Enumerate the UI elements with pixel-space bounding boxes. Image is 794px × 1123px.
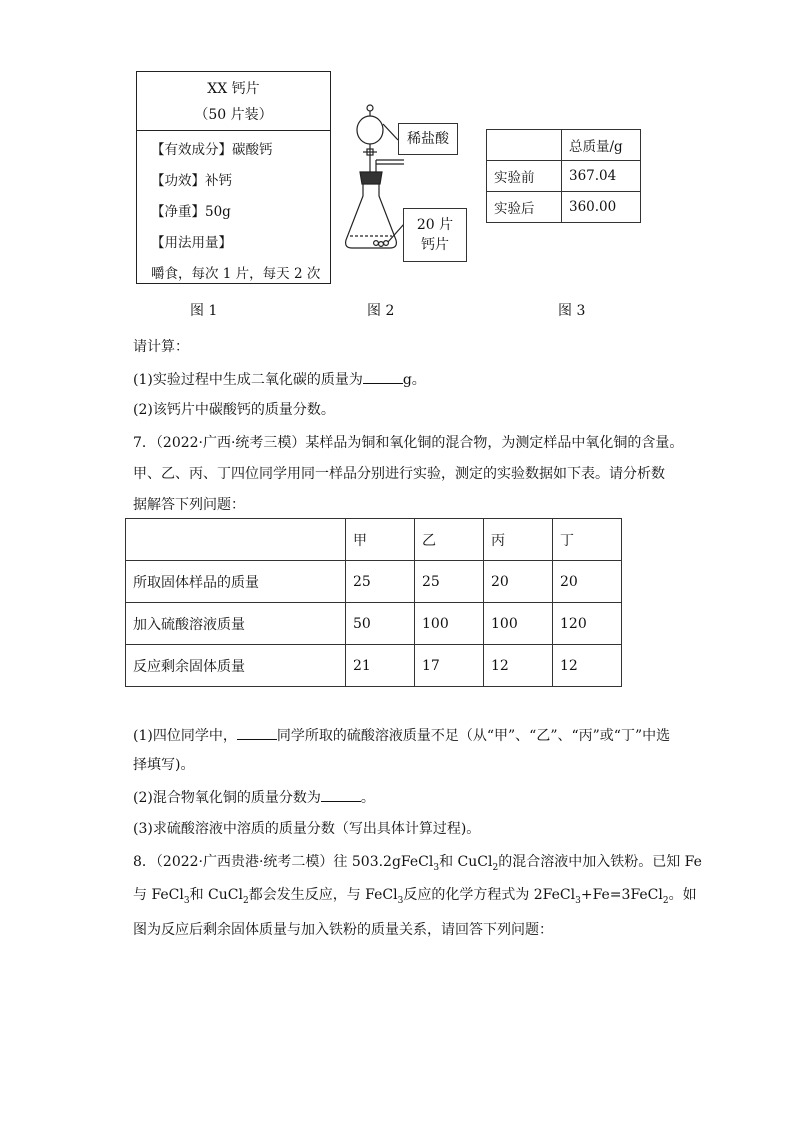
table-cell: 实验前 [487, 161, 562, 192]
table-cell: 20 [553, 561, 622, 603]
table-row [487, 192, 641, 223]
q8-text: 。如 [668, 887, 697, 903]
experiment-data-table [125, 518, 622, 687]
table-row [126, 561, 622, 603]
figure2-caption: 图 2 [367, 303, 395, 319]
q6-part1-post: g。 [402, 372, 426, 388]
figure1-caption: 图 1 [190, 303, 218, 319]
table-cell: 21 [346, 645, 415, 687]
label-subtitle: （50 片装） [194, 107, 273, 123]
tablet-label-name: 钙片 [421, 237, 449, 253]
acid-label-box [398, 123, 458, 155]
q8-subscript: 3 [397, 895, 404, 906]
q6-part1-pre: (1)实验过程中生成二氧化碳的质量为 [133, 372, 363, 388]
q8-subscript: 2 [242, 895, 249, 906]
label-line-ingredient: 【有效成分】碳酸钙 [151, 142, 273, 158]
table-header-cell: 总质量/g [562, 130, 641, 161]
table-cell: 100 [415, 603, 484, 645]
table-row [126, 519, 622, 561]
table-cell: 所取固体样品的质量 [126, 561, 346, 603]
q7-line1: 7．（2022·广西·统考三模）某样品为铜和氧化铜的混合物，为测定样品中氧化铜的含量。 [133, 435, 684, 451]
table-cell: 367.04 [562, 161, 641, 192]
label-line-weight: 【净重】50g [151, 204, 231, 220]
table-cell: 100 [484, 603, 553, 645]
table-cell: 360.00 [562, 192, 641, 223]
table-cell: 50 [346, 603, 415, 645]
q7-part2-pre: (2)混合物氧化铜的质量分数为 [133, 790, 321, 806]
table-cell [126, 519, 346, 561]
q8-text: +Fe=3FeCl [580, 887, 663, 903]
mass-table [486, 129, 641, 223]
acid-label: 稀盐酸 [407, 131, 449, 147]
q8-subscript: 3 [433, 862, 440, 873]
table-cell: 12 [553, 645, 622, 687]
table-header-cell: 丁 [553, 519, 622, 561]
q7-part3: (3)求硫酸溶液中溶质的质量分数（写出具体计算过程)。 [133, 821, 481, 837]
table-cell: 加入硫酸溶液质量 [126, 603, 346, 645]
q8-text: 8．（2022·广西贵港·统考二模）往 503.2gFeCl [133, 854, 434, 870]
q8-text: 反应的化学方程式为 2FeCl [403, 887, 576, 903]
table-cell: 反应剩余固体质量 [126, 645, 346, 687]
q8-text: 与 FeCl [133, 887, 184, 903]
table-row [487, 130, 641, 161]
answer-blank[interactable] [363, 370, 403, 384]
q7-line3: 据解答下列问题： [133, 497, 245, 513]
q7-part2 [133, 788, 375, 807]
q8-subscript: 3 [183, 895, 190, 906]
q6-part1 [133, 370, 426, 389]
q8-text: 的混合溶液中加入铁粉。已知 Fe [498, 854, 702, 870]
q6-intro: 请计算： [133, 339, 189, 355]
q7-part2-post: 。 [360, 790, 375, 806]
table-header-cell: 丙 [484, 519, 553, 561]
q8-line3: 图为反应后剩余固体质量与加入铁粉的质量关系，请回答下列问题： [133, 922, 553, 938]
q8-text: 和 CuCl [189, 887, 243, 903]
q8-line2 [133, 886, 697, 910]
tablet-label-box [403, 208, 467, 262]
figure3-caption: 图 3 [558, 303, 586, 319]
table-cell: 12 [484, 645, 553, 687]
table-cell: 17 [415, 645, 484, 687]
table-cell: 120 [553, 603, 622, 645]
label-header [137, 72, 330, 131]
answer-blank[interactable] [237, 726, 277, 740]
q8-text: 都会发生反应，与 FeCl [248, 887, 398, 903]
table-cell: 25 [346, 561, 415, 603]
q7-part1-line2: 择填写)。 [133, 757, 195, 773]
table-cell: 20 [484, 561, 553, 603]
q7-part1-pre: (1)四位同学中， [133, 728, 237, 744]
table-header-cell: 甲 [346, 519, 415, 561]
table-cell [487, 130, 562, 161]
label-line-effect: 【功效】补钙 [151, 173, 232, 189]
q8-subscript: 3 [575, 895, 581, 906]
label-line-usage-title: 【用法用量】 [151, 235, 232, 251]
label-title: XX 钙片 [207, 81, 260, 97]
label-line-usage: 嚼食，每次 1 片，每天 2 次 [151, 266, 321, 282]
tablet-label-count: 20 片 [416, 217, 454, 233]
table-row [487, 161, 641, 192]
q6-part2: (2)该钙片中碳酸钙的质量分数。 [133, 402, 335, 418]
q7-part1-post: 同学所取的硫酸溶液质量不足（从“甲”、“乙”、“丙”或“丁”中选 [276, 728, 671, 744]
q7-part1 [133, 726, 670, 745]
table-header-cell: 乙 [415, 519, 484, 561]
table-row [126, 645, 622, 687]
q8-line1 [133, 853, 702, 877]
table-cell: 25 [415, 561, 484, 603]
table-row [126, 603, 622, 645]
calcium-tablet-label [136, 71, 331, 284]
answer-blank[interactable] [321, 788, 361, 802]
table-cell: 实验后 [487, 192, 562, 223]
q7-line2: 甲、乙、丙、丁四位同学用同一样品分别进行实验，测定的实验数据如下表。请分析数 [133, 466, 665, 482]
q8-subscript: 2 [492, 862, 499, 873]
q8-subscript: 2 [662, 895, 669, 906]
q8-text: 和 CuCl [439, 854, 493, 870]
